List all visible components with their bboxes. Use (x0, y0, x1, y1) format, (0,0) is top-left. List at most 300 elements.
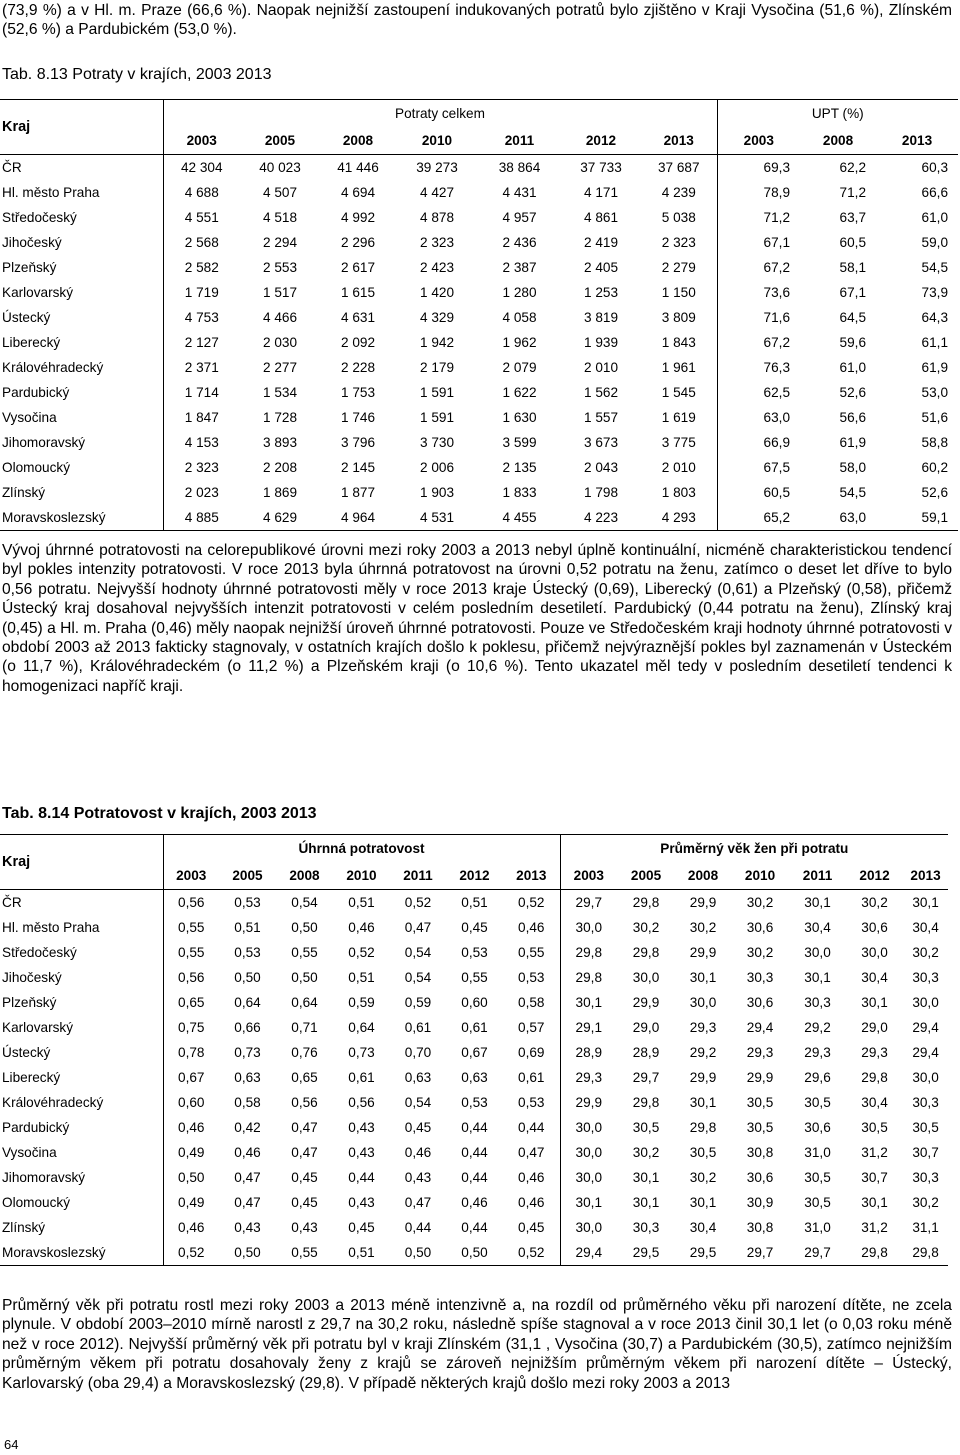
table-cell: 0,53 (234, 895, 261, 910)
table-cell: 0,44 (461, 1220, 488, 1235)
table-cell: 0,78 (178, 1045, 205, 1060)
table-cell: 0,43 (348, 1145, 375, 1160)
table-cell: 29,5 (617, 1240, 675, 1266)
table-cell: 2 010 (641, 455, 717, 480)
table-cell: 4 507 (262, 185, 298, 200)
table-cell: 30,6 (861, 920, 888, 935)
table-cell: 0,50 (390, 1240, 446, 1266)
table-cell: 0,51 (348, 895, 375, 910)
table-row (0, 505, 958, 531)
table-cell: 3 796 (340, 435, 376, 450)
table-cell: 37 687 (641, 155, 717, 181)
table-cell: 29,3 (689, 1020, 717, 1035)
region-name: Jihočeský (0, 965, 163, 990)
table-cell: 29,9 (689, 1070, 717, 1085)
table-cell: 0,50 (446, 1240, 503, 1266)
table-cell: 0,44 (404, 1220, 432, 1235)
table-cell: 2 387 (502, 260, 537, 275)
table-cell: 63,0 (800, 505, 876, 531)
region-name: Liberecký (0, 1065, 163, 1090)
table-cell: 1 869 (262, 485, 298, 500)
group-header-upt: UPT (%) (717, 100, 958, 128)
table-cell: 30,5 (632, 1120, 660, 1135)
table-cell: 29,9 (575, 1095, 603, 1110)
table-row (0, 480, 958, 505)
year-header: 2003 (560, 862, 617, 890)
table-row (0, 1015, 948, 1040)
table-cell: 0,75 (178, 1020, 205, 1035)
table-cell: 29,4 (912, 1020, 939, 1035)
table-cell: 0,44 (461, 1120, 488, 1135)
table-cell: 30,1 (861, 995, 888, 1010)
table-cell: 0,60 (461, 995, 488, 1010)
region-name: Vysočina (0, 405, 163, 430)
region-name: Olomoucký (0, 455, 163, 480)
table-cell: 31,0 (804, 1220, 831, 1235)
table-cell: 1 803 (641, 480, 717, 505)
year-header: 2003 (163, 127, 240, 155)
table-cell: 29,7 (731, 1240, 789, 1266)
table-cell: 29,1 (575, 1020, 603, 1035)
table-cell: 0,53 (461, 1095, 488, 1110)
table-cell: 0,61 (348, 1070, 375, 1085)
table-cell: 0,66 (234, 1020, 261, 1035)
table-cell: 0,69 (503, 1040, 560, 1065)
table-cell: 61,0 (839, 360, 867, 375)
table-cell: 31,2 (861, 1220, 888, 1235)
table-cell: 30,0 (632, 970, 660, 985)
table-cell: 1 843 (641, 330, 717, 355)
table-cell: 0,45 (348, 1220, 375, 1235)
table-cell: 30,0 (575, 920, 603, 935)
table-cell: 4 688 (184, 185, 219, 200)
table-cell: 30,1 (632, 1195, 660, 1210)
table-cell: 4 466 (262, 310, 298, 325)
table-cell: 60,2 (921, 460, 949, 475)
table-cell: 4 427 (419, 185, 455, 200)
table-cell: 31,1 (912, 1220, 939, 1235)
table-cell: 30,5 (746, 1120, 774, 1135)
table-cell: 30,1 (632, 1170, 660, 1185)
table-cell: 30,1 (575, 995, 603, 1010)
table-cell: 63,0 (763, 410, 791, 425)
table-cell: 30,4 (804, 920, 831, 935)
table-cell: 0,50 (219, 1240, 276, 1266)
table-cell: 58,0 (839, 460, 867, 475)
table-cell: 30,1 (861, 1195, 888, 1210)
table-cell: 1 619 (641, 405, 717, 430)
table-cell: 0,55 (461, 970, 488, 985)
table-cell: 2 617 (340, 260, 376, 275)
table-cell: 39 273 (416, 160, 458, 175)
table-cell: 2 010 (583, 360, 619, 375)
region-name: Jihočeský (0, 230, 163, 255)
table-cell: 29,7 (575, 895, 603, 910)
table-cell: 0,47 (291, 1145, 318, 1160)
table-cell: 0,53 (461, 945, 488, 960)
table-cell: 0,49 (178, 1195, 205, 1210)
table-cell: 29,7 (789, 1240, 846, 1266)
region-name: Hl. město Praha (0, 180, 163, 205)
table-cell: 30,1 (689, 1095, 717, 1110)
table-cell: 0,46 (503, 1190, 560, 1215)
table-cell: 0,71 (291, 1020, 318, 1035)
table-cell: 0,44 (461, 1170, 488, 1185)
table-cell: 3 809 (641, 305, 717, 330)
table-cell: 0,56 (348, 1095, 375, 1110)
region-name: Ústecký (0, 1040, 163, 1065)
table-cell: 29,3 (575, 1070, 603, 1085)
table-cell: 67,2 (763, 335, 791, 350)
table-cell: 30,1 (689, 1195, 717, 1210)
table-row (0, 430, 958, 455)
table-cell: 2 006 (419, 460, 455, 475)
table-row (0, 1040, 948, 1065)
table-row (0, 380, 958, 405)
table-cell: 64,3 (921, 310, 949, 325)
region-name: Plzeňský (0, 255, 163, 280)
table-cell: 2 145 (340, 460, 376, 475)
table-cell: 0,55 (178, 920, 205, 935)
table-cell: 30,8 (746, 1220, 774, 1235)
table-cell: 30,3 (912, 1170, 939, 1185)
table-cell: 29,8 (689, 1120, 717, 1135)
table-cell: 1 517 (262, 285, 298, 300)
table-cell: 1 591 (419, 410, 455, 425)
table-cell: 0,55 (291, 945, 318, 960)
region-name: Vysočina (0, 1140, 163, 1165)
table-cell: 2 208 (262, 460, 298, 475)
table-cell: 2 135 (502, 460, 537, 475)
table-cell: 30,0 (689, 995, 717, 1010)
table-cell: 30,2 (912, 1195, 939, 1210)
table-cell: 29,8 (632, 895, 660, 910)
table-cell: 2 127 (184, 335, 219, 350)
group-header-prumerny-vek: Průměrný věk žen při potratu (560, 835, 948, 863)
year-header: 2010 (731, 862, 789, 890)
table-cell: 30,3 (746, 970, 774, 985)
table-cell: 0,64 (348, 1020, 375, 1035)
table-cell: 0,50 (291, 970, 318, 985)
table-row (0, 255, 958, 280)
table-cell: 0,55 (503, 940, 560, 965)
table-cell: 2 553 (262, 260, 298, 275)
table-cell: 0,59 (348, 995, 375, 1010)
table-cell: 0,63 (404, 1070, 432, 1085)
table-cell: 30,2 (861, 895, 888, 910)
table-cell: 0,43 (291, 1220, 318, 1235)
table-cell: 30,5 (746, 1095, 774, 1110)
region-name: Královéhradecký (0, 355, 163, 380)
table-cell: 30,0 (912, 1070, 939, 1085)
table-cell: 0,56 (291, 1095, 318, 1110)
table-cell: 1 557 (583, 410, 619, 425)
year-header: 2013 (876, 127, 958, 155)
table-cell: 30,5 (912, 1120, 939, 1135)
table-cell: 61,1 (921, 335, 949, 350)
table-cell: 2 371 (184, 360, 219, 375)
table-cell: 30,0 (575, 1170, 603, 1185)
table-cell: 30,2 (632, 920, 660, 935)
year-header: 2003 (163, 862, 219, 890)
table-cell: 0,54 (404, 945, 432, 960)
table-cell: 54,5 (839, 485, 867, 500)
table-cell: 2 436 (502, 235, 537, 250)
table-cell: 2 030 (262, 335, 298, 350)
region-name: Plzeňský (0, 990, 163, 1015)
region-name: Zlínský (0, 1215, 163, 1240)
middle-paragraph: Vývoj úhrnné potratovosti na celorepublikové úrovni mezi roky 2003 a 2013 nebyl úplně kontinuální, nicméně charakteristickou tendencí byl pokles intenzity potratovosti. V roce 2013 byla úhrnná potratovost na úrovni 0,52 potratu na ženu, zatímco o deset let dříve to bylo 0,56 potratu. Nejvyšší hodnoty úhrnné potratovosti měly v roce 2013 kraje Ústecký (0,69), Liberecký (0,61) a Plzeňský (0,58), přičemž Ústecký kraj dosahoval nejvyšších intenzit potratovosti v celém posledním desetiletí. Pardubický (0,44 potratu na ženu), Zlínský kraj (0,45) a Hl. m. Praha (0,46) měly naopak nejnižší úroveň úhrnné potratovosti. Pouze ve Středočeském kraji hodnoty úhrnné potratovosti v období 2003 až 2013 fakticky stagnovaly, v ostatních krajích došlo k poklesu, přičemž nejvýraznější pokles byl zaznamenán v Ústeckém (o 11,7 %), Královéhradeckém (o 11,2 %) a Plzeňském kraji (o 10,6 %). Tento ukazatel měl tedy v posledním desetiletí tendenci k homogenizaci napříč kraji. (2, 542, 952, 695)
table-cell: 30,6 (746, 1170, 774, 1185)
table-cell: 1 150 (641, 280, 717, 305)
table-cell: 4 694 (340, 185, 376, 200)
region-name: Jihomoravský (0, 430, 163, 455)
table-cell: 67,5 (763, 460, 791, 475)
column-header-kraj: Kraj (0, 835, 163, 890)
table-row (0, 455, 958, 480)
table-cell: 1 622 (502, 385, 537, 400)
table-cell: 60,5 (839, 235, 867, 250)
table-cell: 2 323 (419, 235, 455, 250)
table-cell: 30,0 (575, 1220, 603, 1235)
table-cell: 0,45 (503, 1215, 560, 1240)
table-cell: 0,55 (178, 945, 205, 960)
table-cell: 29,9 (689, 945, 717, 960)
table-cell: 1 562 (583, 385, 619, 400)
table-cell: 0,50 (234, 970, 261, 985)
table-cell: 2 582 (184, 260, 219, 275)
table-cell: 30,2 (689, 920, 717, 935)
table-cell: 0,67 (461, 1045, 488, 1060)
table-cell: 0,45 (291, 1170, 318, 1185)
table-cell: 0,42 (234, 1120, 261, 1135)
table-cell: 30,5 (804, 1195, 831, 1210)
table-cell: 0,44 (503, 1115, 560, 1140)
table-cell: 4 531 (396, 505, 478, 531)
region-name: Moravskoslezský (0, 505, 163, 531)
table-cell: 56,6 (839, 410, 867, 425)
table-cell: 0,64 (291, 995, 318, 1010)
year-header: 2008 (320, 127, 396, 155)
table-cell: 29,8 (861, 1070, 888, 1085)
table-cell: 0,58 (234, 1095, 261, 1110)
table-cell: 1 962 (502, 335, 537, 350)
region-name: Středočeský (0, 940, 163, 965)
table-cell: 62,5 (763, 385, 791, 400)
table-cell: 38 864 (498, 160, 541, 175)
table-cell: 0,51 (234, 920, 261, 935)
table-cell: 29,8 (632, 945, 660, 960)
year-header: 2005 (240, 127, 320, 155)
table-cell: 2 277 (262, 360, 298, 375)
table-cell: 2 179 (419, 360, 455, 375)
table-cell: 29,5 (675, 1240, 731, 1266)
table-row (0, 155, 958, 181)
year-header: 2005 (219, 862, 276, 890)
intro-paragraph: (73,9 %) a v Hl. m. Praze (66,6 %). Naopak nejnižší zastoupení indukovaných potratů bylo zjištěno v Kraji Vysočina (51,6 %), Zlínském (52,6 %) a Pardubickém (53,0 %). (2, 2, 952, 39)
table-cell: 1 833 (502, 485, 537, 500)
table-cell: 2 423 (419, 260, 455, 275)
table-cell: 0,51 (461, 895, 488, 910)
table-cell: 28,9 (632, 1045, 660, 1060)
table-cell: 1 630 (502, 410, 537, 425)
table-cell: 3 893 (262, 435, 298, 450)
table-cell: 0,73 (348, 1045, 375, 1060)
table-cell: 1 545 (641, 380, 717, 405)
table-cell: 0,46 (503, 915, 560, 940)
table-cell: 0,56 (178, 970, 205, 985)
table-cell: 30,0 (912, 995, 939, 1010)
table-cell: 0,46 (503, 1165, 560, 1190)
table-cell: 30,3 (912, 970, 939, 985)
table-cell: 0,43 (348, 1195, 375, 1210)
table-row (0, 405, 958, 430)
table-cell: 0,64 (234, 995, 261, 1010)
year-header: 2010 (333, 862, 390, 890)
table-cell: 1 280 (502, 285, 537, 300)
table-row (0, 915, 948, 940)
table-cell: 0,45 (461, 920, 488, 935)
table-cell: 0,54 (404, 1095, 432, 1110)
region-name: Královéhradecký (0, 1090, 163, 1115)
table-cell: 4 964 (320, 505, 396, 531)
table-cell: 30,3 (632, 1220, 660, 1235)
table-cell: 51,6 (921, 410, 949, 425)
table-cell: 30,4 (861, 970, 888, 985)
year-header: 2013 (641, 127, 717, 155)
table-cell: 29,3 (804, 1045, 831, 1060)
table-cell: 63,7 (839, 210, 867, 225)
table-cell: 5 038 (641, 205, 717, 230)
table-row (0, 1090, 948, 1115)
table-cell: 0,52 (503, 1240, 560, 1266)
table-cell: 0,47 (404, 1195, 432, 1210)
group-header-uhrnna-potratovost: Úhrnná potratovost (163, 835, 560, 863)
table-cell: 2 023 (184, 485, 219, 500)
table-cell: 30,6 (746, 995, 774, 1010)
region-name: Pardubický (0, 380, 163, 405)
table-row (0, 355, 958, 380)
table-cell: 0,52 (503, 890, 560, 916)
year-header: 2011 (390, 862, 446, 890)
region-name: Jihomoravský (0, 1165, 163, 1190)
table-cell: 30,1 (689, 970, 717, 985)
table-cell: 0,46 (178, 1220, 205, 1235)
table-cell: 65,2 (717, 505, 800, 531)
table-row (0, 1240, 948, 1266)
year-header: 2012 (446, 862, 503, 890)
table-cell: 29,2 (689, 1045, 717, 1060)
table-row (0, 1215, 948, 1240)
table-cell: 30,6 (746, 920, 774, 935)
table-cell: 0,56 (178, 895, 205, 910)
table-cell: 30,4 (912, 920, 939, 935)
table-cell: 0,53 (234, 945, 261, 960)
table-cell: 71,2 (839, 185, 867, 200)
table-cell: 0,43 (348, 1120, 375, 1135)
table-cell: 3 775 (641, 430, 717, 455)
table-cell: 30,8 (746, 1145, 774, 1160)
table-cell: 30,1 (804, 895, 831, 910)
table-cell: 0,43 (404, 1170, 432, 1185)
table-cell: 29,0 (632, 1020, 660, 1035)
table-cell: 0,65 (178, 995, 205, 1010)
table-cell: 59,1 (876, 505, 958, 531)
table-cell: 0,51 (348, 970, 375, 985)
table-cell: 0,46 (404, 1145, 432, 1160)
table-cell: 0,46 (461, 1195, 488, 1210)
table-cell: 29,3 (861, 1045, 888, 1060)
table-cell: 3 730 (419, 435, 455, 450)
table-cell: 4 329 (419, 310, 455, 325)
table-cell: 2 092 (340, 335, 376, 350)
table-cell: 4 631 (340, 310, 376, 325)
table-cell: 67,1 (839, 285, 867, 300)
table-cell: 0,47 (234, 1195, 261, 1210)
table-cell: 30,5 (689, 1145, 717, 1160)
table-cell: 30,2 (746, 945, 774, 960)
table-cell: 2 043 (583, 460, 619, 475)
table-cell: 2 405 (583, 260, 619, 275)
table-row (0, 1065, 948, 1090)
table-row (0, 305, 958, 330)
table-cell: 62,2 (839, 160, 867, 175)
table-cell: 0,67 (178, 1070, 205, 1085)
table-cell: 1 961 (641, 355, 717, 380)
table-cell: 76,3 (763, 360, 791, 375)
table-cell: 4 629 (240, 505, 320, 531)
table-cell: 1 877 (340, 485, 376, 500)
table-cell: 2 419 (583, 235, 619, 250)
table-cell: 29,8 (575, 945, 603, 960)
table-cell: 66,9 (763, 435, 791, 450)
table-cell: 3 673 (583, 435, 619, 450)
region-name: Moravskoslezský (0, 1240, 163, 1266)
table-cell: 67,2 (763, 260, 791, 275)
table-cell: 0,50 (291, 920, 318, 935)
table-cell: 30,0 (575, 1120, 603, 1135)
table-cell: 2 294 (262, 235, 298, 250)
table-cell: 30,4 (689, 1220, 717, 1235)
year-header: 2012 (846, 862, 903, 890)
table-cell: 0,52 (163, 1240, 219, 1266)
table-cell: 0,63 (461, 1070, 488, 1085)
page-number: 64 (4, 1437, 19, 1452)
year-header: 2005 (617, 862, 675, 890)
table-cell: 61,9 (839, 435, 867, 450)
table-cell: 58,1 (839, 260, 867, 275)
table-cell: 69,3 (763, 160, 791, 175)
year-header: 2011 (478, 127, 561, 155)
table-cell: 29,8 (903, 1240, 948, 1266)
closing-paragraph: Průměrný věk při potratu rostl mezi roky 2003 a 2013 méně intenzivně a, na rozdíl od průměrného věku při narození dítěte, ne zcela plynule. V období 2003–2010 mírně narostl z 29,7 na 30,2 roku, následně spíše stagnoval a v roce 2013 činil 30,1 let (o 0,03 roku méně než v roce 2012). Nejvyšší průměrný věk při potratu byl v kraji Zlínském (31,1 , Vysočina (30,7) a Pardubickém (30,5), zatímco nejnižším průměrným věkem při potratu dosahovaly ženy z krajů se zároveň nejnižším průměrným věkem při narození dítěte – Ústecký, Karlovarský (oba 29,4) a Moravskoslezský (29,8). V případě některých krajů došlo mezi roky 2003 a 2013 (2, 1297, 952, 1392)
table-cell: 41 446 (337, 160, 379, 175)
table-cell: 30,5 (804, 1170, 831, 1185)
table-cell: 59,6 (839, 335, 867, 350)
table-cell: 30,5 (804, 1095, 831, 1110)
table-row (0, 280, 958, 305)
table-cell: 4 293 (641, 505, 717, 531)
table-cell: 4 861 (583, 210, 619, 225)
table-cell: 30,0 (575, 1145, 603, 1160)
table-cell: 60,3 (921, 160, 949, 175)
table-cell: 1 847 (184, 410, 219, 425)
table-cell: 0,53 (503, 1090, 560, 1115)
year-header: 2010 (396, 127, 478, 155)
table-cell: 29,2 (804, 1020, 831, 1035)
table-8-14-caption: Tab. 8.14 Potratovost v krajích, 2003 2013 (2, 805, 317, 822)
table-cell: 2 228 (340, 360, 376, 375)
